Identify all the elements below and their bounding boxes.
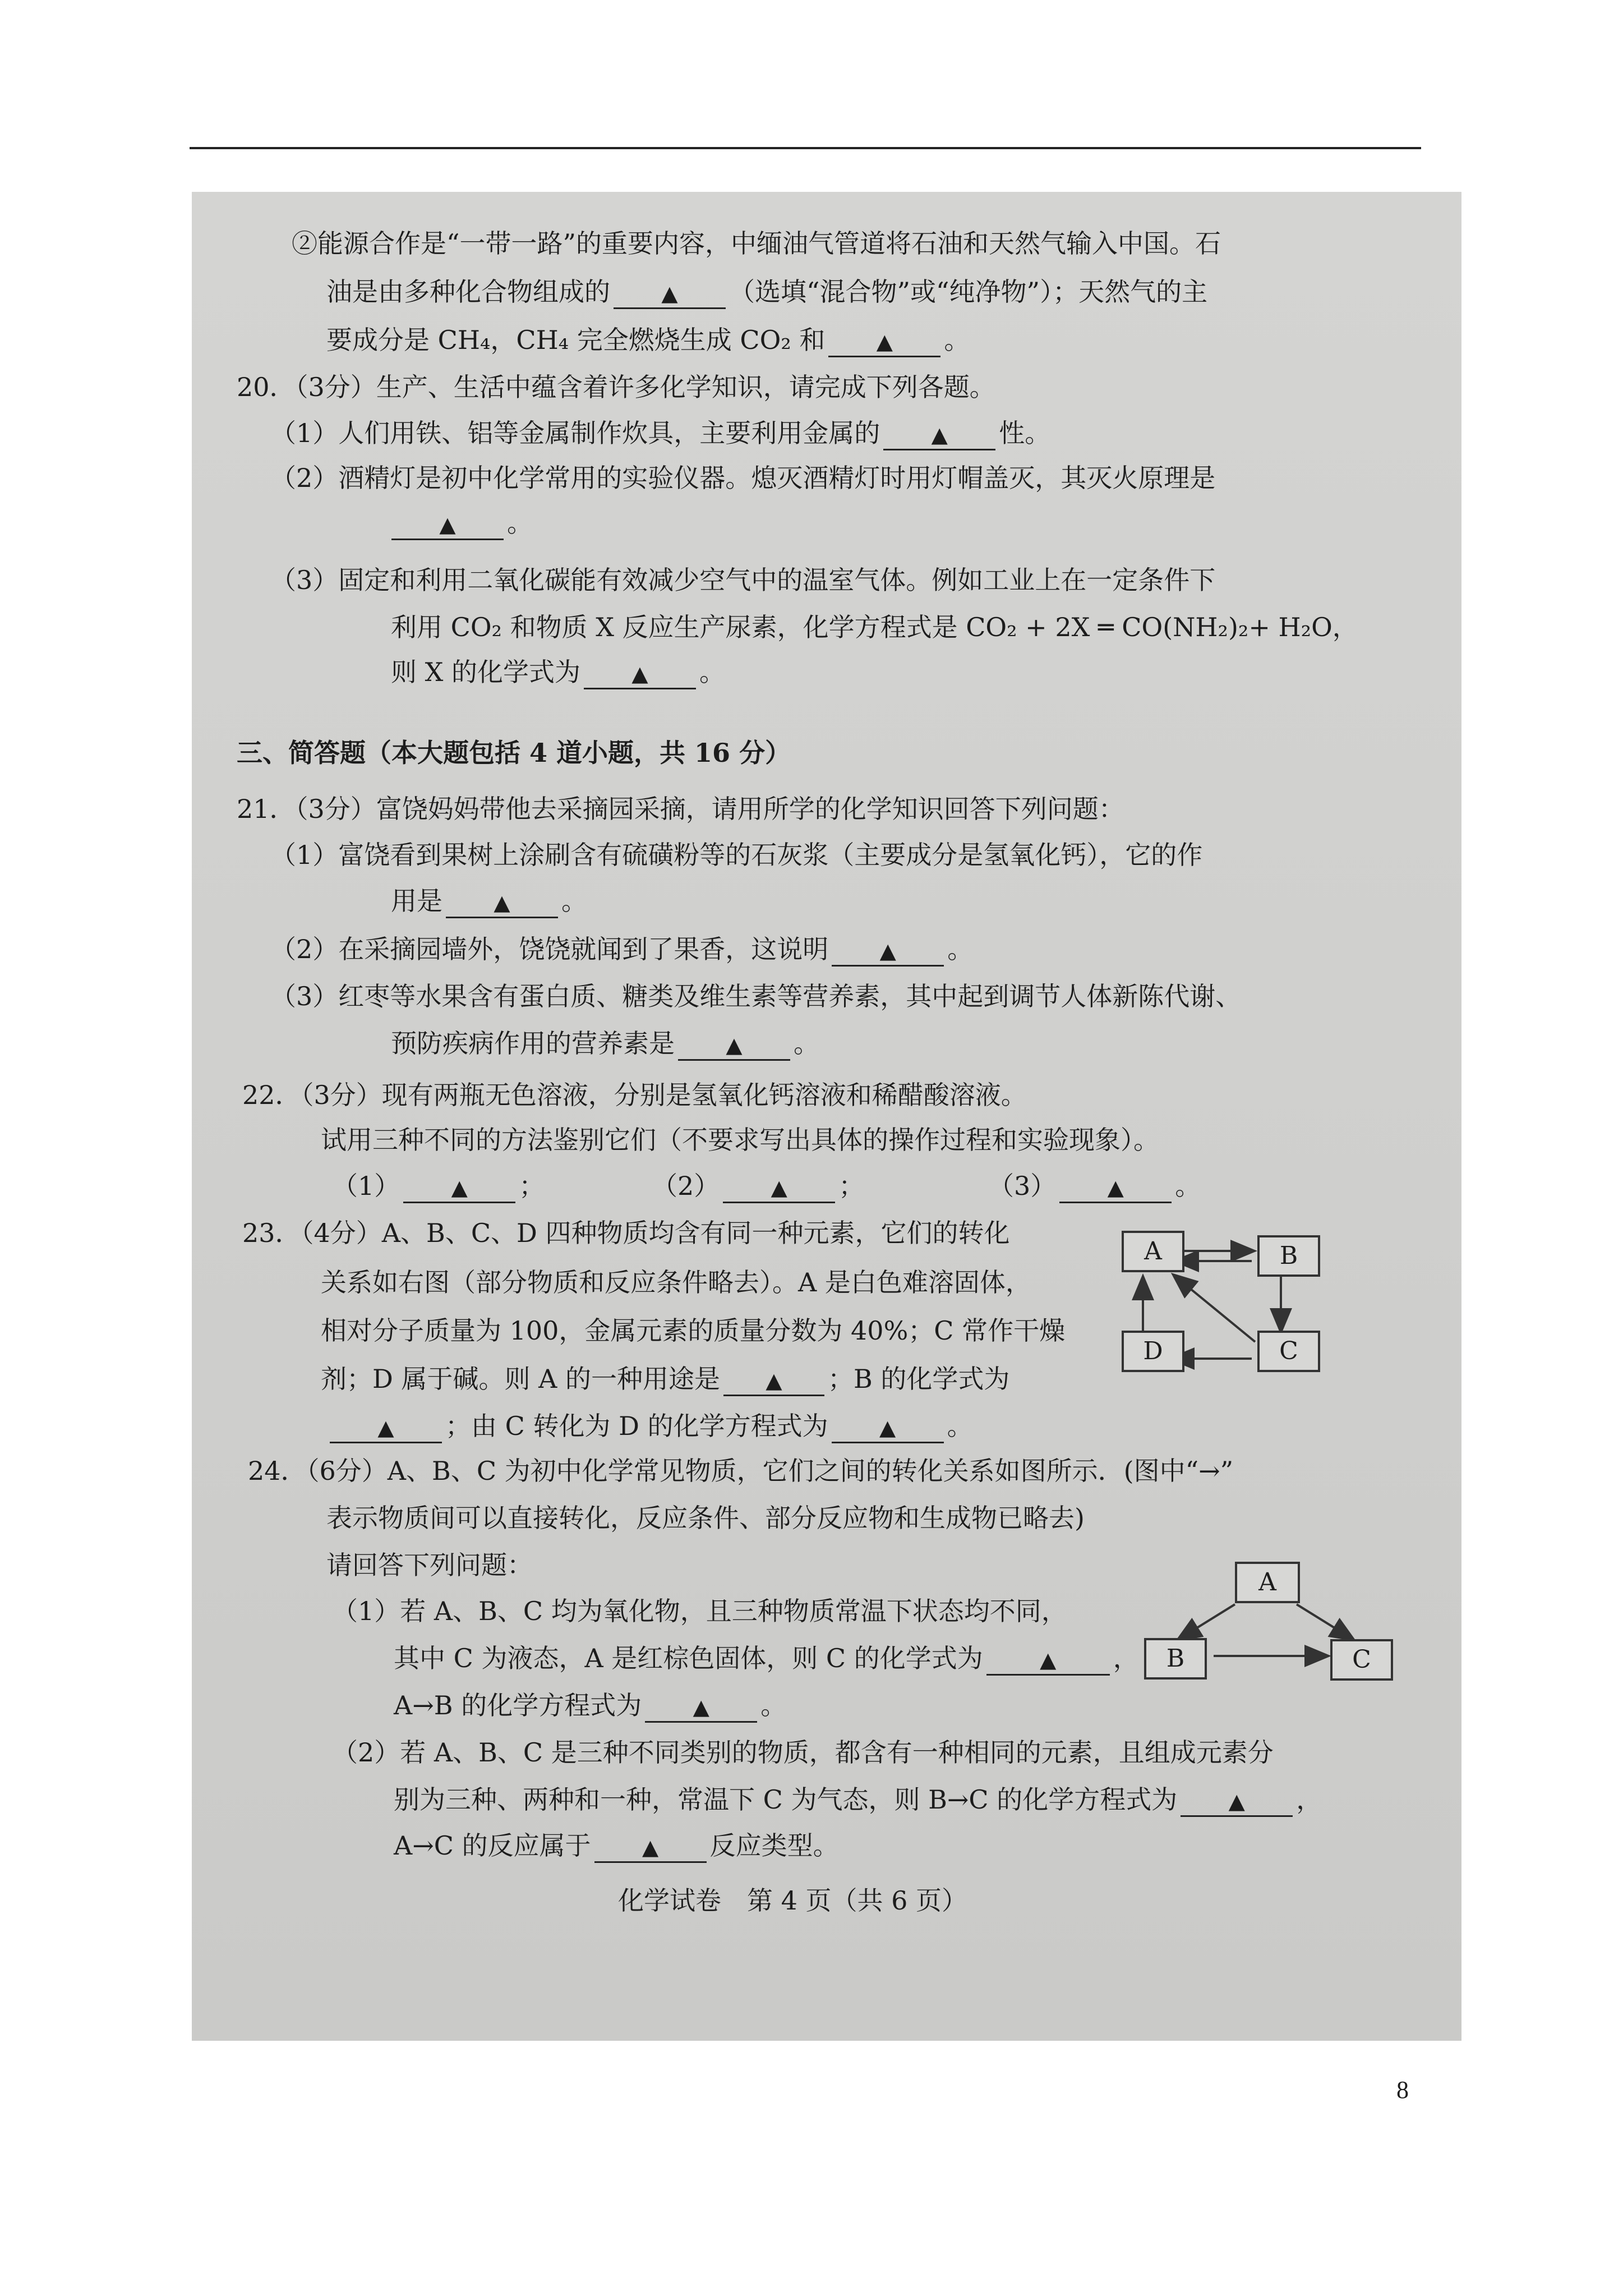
scanned-exam-page [192, 192, 1461, 2041]
q19-line3: 要成分是 CH₄，CH₄ 完全燃烧生成 CO₂ 和 ▲ 。 [326, 323, 970, 357]
q24-node-b: B [1144, 1638, 1207, 1680]
q24-line3: 请回答下列问题： [326, 1550, 533, 1580]
q23-line4: 剂；D 属于碱。则 A 的一种用途是 ▲ ；B 的化学式为 [321, 1362, 1009, 1396]
q22-method2: （2） ▲ ； [652, 1169, 864, 1203]
answer-blank[interactable]: ▲ [584, 658, 696, 689]
q23-line3: 相对分子质量为 100，金属元素的质量分数为 40%；C 常作干燥 [321, 1315, 1066, 1346]
answer-blank[interactable]: ▲ [678, 1029, 790, 1061]
q24-part1-line1: （1）若 A、B、C 均为氧化物，且三种物质常温下状态均不同， [332, 1596, 1067, 1626]
answer-blank[interactable]: ▲ [832, 1412, 944, 1443]
q24-part1-line2: 其中 C 为液态，A 是红棕色固体，则 C 的化学式为 ▲ ， [394, 1641, 1139, 1676]
q22-stem: 22．（3分）现有两瓶无色溶液，分别是氢氧化钙溶液和稀醋酸溶液。 [242, 1080, 1027, 1110]
q22-line2: 试用三种不同的方法鉴别它们（不要求写出具体的操作过程和实验现象）。 [321, 1125, 1159, 1155]
q21-part1-line2: 用是 ▲ 。 [391, 884, 587, 918]
answer-blank[interactable]: ▲ [1181, 1786, 1293, 1817]
q23-node-d: D [1122, 1331, 1184, 1372]
answer-blank[interactable]: ▲ [391, 509, 504, 540]
q21-part3-line2: 预防疾病作用的营养素是 ▲ 。 [391, 1027, 819, 1061]
answer-blank[interactable]: ▲ [723, 1172, 835, 1203]
q24-part2-line1: （2）若 A、B、C 是三种不同类别的物质，都含有一种相同的元素，且组成元素分 [332, 1737, 1274, 1768]
q20-part1: （1）人们用铁、铝等金属制作炊具，主要利用金属的 ▲ 性。 [270, 416, 1050, 450]
q21-stem: 21．（3分）富饶妈妈带他去采摘园采摘，请用所学的化学知识回答下列问题： [237, 794, 1124, 824]
q20-stem: 20．（3分）生产、生活中蕴含着许多化学知识，请完成下列各题。 [237, 372, 995, 402]
answer-blank[interactable]: ▲ [446, 887, 558, 918]
q23-line5: ▲ ；由 C 转化为 D 的化学方程式为 ▲ 。 [326, 1409, 973, 1443]
answer-blank[interactable]: ▲ [645, 1691, 757, 1723]
q19-line2: 油是由多种化合物组成的 ▲ （选填“混合物”或“纯净物”）；天然气的主 [326, 275, 1207, 309]
answer-blank[interactable]: ▲ [723, 1365, 824, 1396]
answer-blank[interactable]: ▲ [403, 1172, 515, 1203]
q23-node-c: C [1257, 1331, 1320, 1372]
q19-line1: ②能源合作是“一带一路”的重要内容，中缅油气管道将石油和天然气输入中国。石 [292, 228, 1221, 259]
q22-method3: （3） ▲ 。 [988, 1169, 1201, 1203]
q22-method1: （1） ▲ ； [332, 1169, 545, 1203]
answer-blank[interactable]: ▲ [594, 1832, 707, 1863]
q21-part1-line1: （1）富饶看到果树上涂刷含有硫磺粉等的石灰浆（主要成分是氢氧化钙），它的作 [270, 840, 1203, 870]
q20-part2-line2: ▲ 。 [388, 506, 533, 540]
q20-part2-line1: （2）酒精灯是初中化学常用的实验仪器。熄灭酒精灯时用灯帽盖灭，其灭火原理是 [270, 463, 1216, 493]
answer-blank[interactable]: ▲ [883, 419, 995, 450]
q24-part2-line3: A→C 的反应属于 ▲ 反应类型。 [394, 1829, 839, 1863]
answer-blank[interactable]: ▲ [828, 326, 940, 357]
q24-node-a: A [1235, 1562, 1300, 1603]
q23-node-a: A [1122, 1231, 1184, 1272]
q24-part1-line3: A→B 的化学方程式为 ▲ 。 [394, 1688, 786, 1723]
q21-part3-line1: （3）红枣等水果含有蛋白质、糖类及维生素等营养素，其中起到调节人体新陈代谢、 [270, 981, 1242, 1011]
section-heading: 三、简答题（本大题包括 4 道小题，共 16 分） [237, 738, 791, 768]
q24-node-c: C [1330, 1639, 1393, 1681]
answer-blank[interactable]: ▲ [1059, 1172, 1172, 1203]
answer-blank[interactable]: ▲ [330, 1412, 442, 1443]
q24-line1: 24．（6分）A、B、C 为初中化学常见物质，它们之间的转化关系如图所示．(图中“→” [248, 1456, 1234, 1486]
q23-line1: 23．（4分）A、B、C、D 四种物质均含有同一种元素，它们的转化 [242, 1218, 1010, 1248]
q20-part3-line1: （3）固定和利用二氧化碳能有效减少空气中的温室气体。例如工业上在一定条件下 [270, 565, 1216, 595]
answer-blank[interactable]: ▲ [832, 935, 944, 967]
q23-line2: 关系如右图（部分物质和反应条件略去）。A 是白色难溶固体， [321, 1267, 1031, 1297]
q24-line2: 表示物质间可以直接转化，反应条件、部分反应物和生成物已略去) [326, 1503, 1085, 1533]
q24-conversion-diagram [1145, 1566, 1459, 1706]
q20-part3-line2: 利用 CO₂ 和物质 X 反应生产尿素，化学方程式是 CO₂ + 2X ═ CO(NH₂)₂+ H₂O， [391, 612, 1358, 642]
q24-part2-line2: 别为三种、两种和一种，常温下 C 为气态，则 B→C 的化学方程式为 ▲ ， [394, 1783, 1322, 1817]
header-rule [190, 147, 1421, 149]
answer-blank[interactable]: ▲ [986, 1644, 1110, 1676]
q23-node-b: B [1257, 1235, 1320, 1277]
answer-blank[interactable]: ▲ [614, 278, 726, 309]
q21-part2: （2）在采摘园墙外，饶饶就闻到了果香，这说明 ▲ 。 [270, 932, 973, 967]
q20-part3-line3: 则 X 的化学式为 ▲ 。 [391, 655, 725, 689]
page-footer: 化学试卷 第 4 页（共 6 页） [618, 1885, 968, 1916]
page-number: 8 [1396, 2076, 1409, 2104]
